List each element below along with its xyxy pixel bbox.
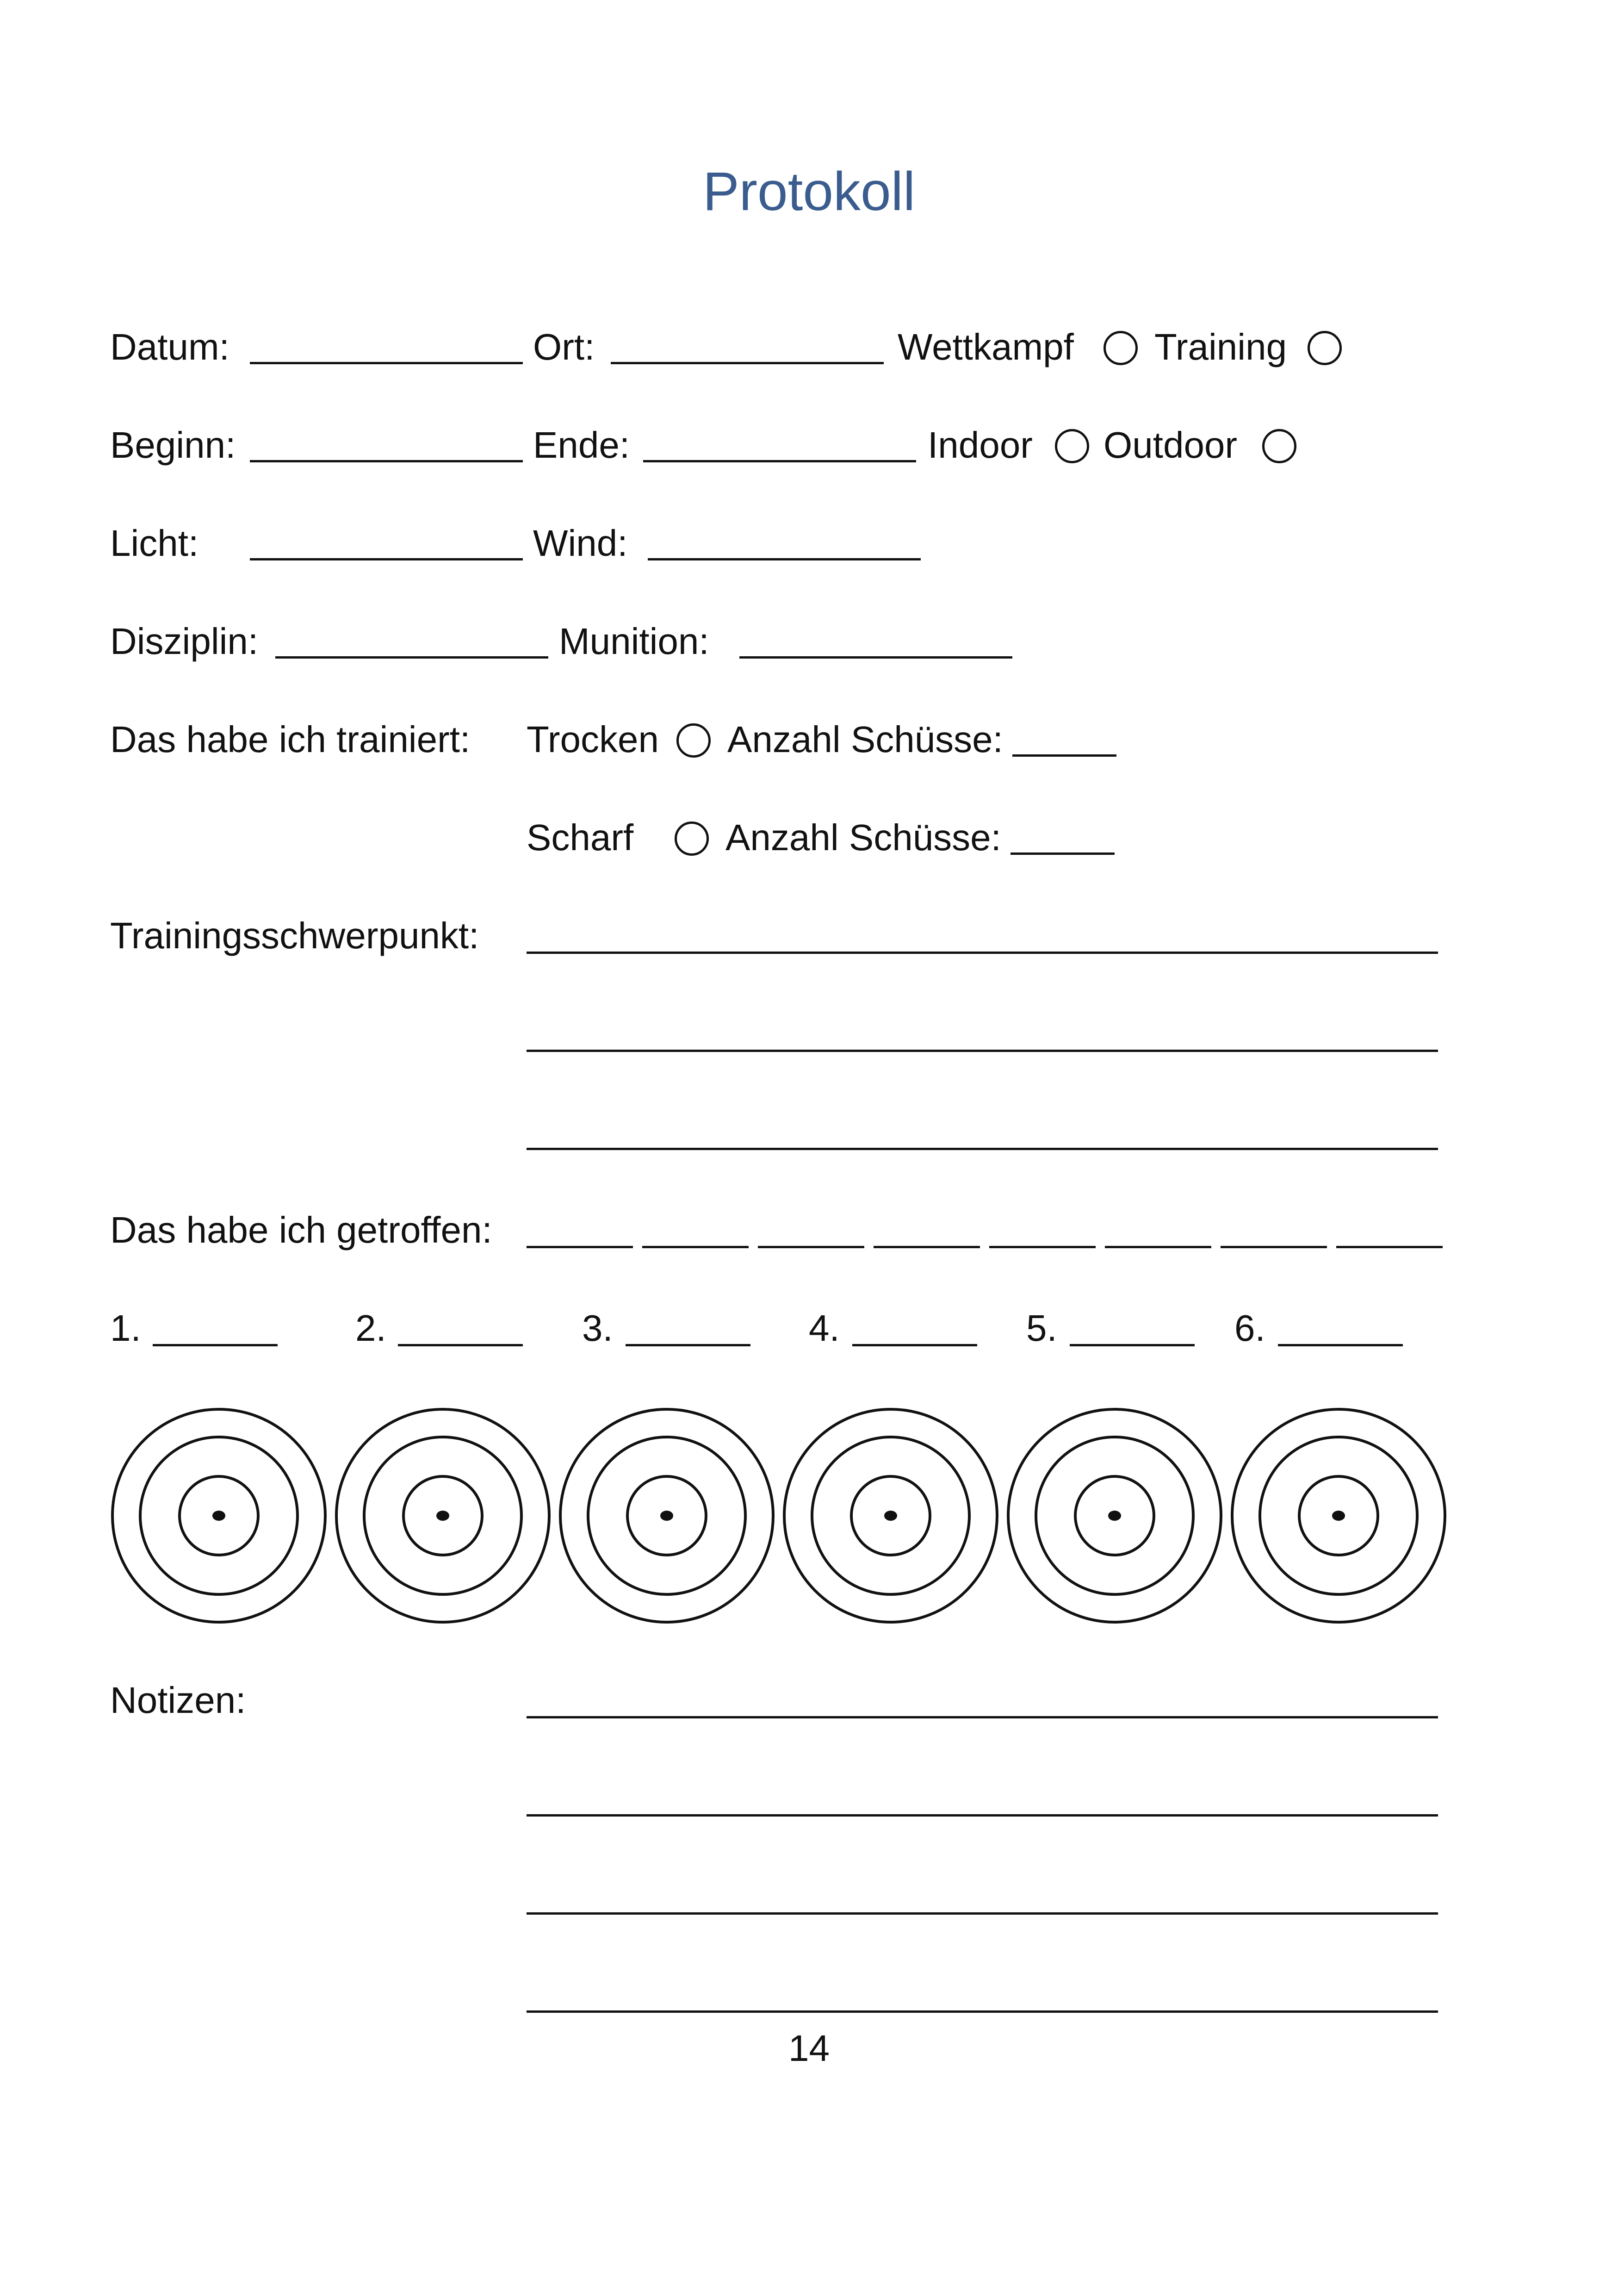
- scharf-radio[interactable]: [675, 821, 709, 856]
- trocken-anzahl-label: Anzahl Schüsse:: [727, 719, 1003, 760]
- indoor-label: Indoor: [928, 424, 1033, 466]
- disziplin-label: Disziplin:: [110, 621, 259, 662]
- notizen-line-1[interactable]: [527, 1716, 1438, 1718]
- notizen-line-2[interactable]: [527, 1814, 1438, 1817]
- target-3-icon[interactable]: [558, 1407, 775, 1624]
- getroffen-field-8[interactable]: [1336, 1246, 1443, 1248]
- number-1-label: 1.: [110, 1307, 141, 1349]
- getroffen-field-1[interactable]: [527, 1246, 633, 1248]
- number-5-label: 5.: [1026, 1307, 1057, 1349]
- notizen-line-4[interactable]: [527, 2010, 1438, 2013]
- indoor-radio[interactable]: [1055, 429, 1089, 463]
- trained-label: Das habe ich trainiert:: [110, 719, 471, 760]
- getroffen-field-4[interactable]: [874, 1246, 980, 1248]
- getroffen-field-5[interactable]: [989, 1246, 1096, 1248]
- number-3-label: 3.: [582, 1307, 613, 1349]
- trocken-anzahl-field[interactable]: [1012, 754, 1116, 757]
- number-6-label: 6.: [1234, 1307, 1265, 1349]
- outdoor-label: Outdoor: [1103, 424, 1238, 466]
- target-1-icon[interactable]: [110, 1407, 328, 1624]
- beginn-field[interactable]: [250, 460, 523, 462]
- munition-field[interactable]: [739, 656, 1012, 659]
- notizen-label: Notizen:: [110, 1680, 246, 1721]
- number-1-field[interactable]: [153, 1344, 278, 1346]
- getroffen-field-6[interactable]: [1105, 1246, 1211, 1248]
- target-2-icon[interactable]: [334, 1407, 552, 1624]
- ende-label: Ende:: [533, 424, 630, 466]
- outdoor-radio[interactable]: [1262, 429, 1296, 463]
- getroffen-field-2[interactable]: [642, 1246, 749, 1248]
- licht-label: Licht:: [110, 523, 199, 564]
- wettkampf-radio[interactable]: [1103, 331, 1138, 365]
- wind-field[interactable]: [648, 558, 921, 560]
- scharf-anzahl-label: Anzahl Schüsse:: [725, 817, 1001, 858]
- wettkampf-label: Wettkampf: [898, 326, 1074, 367]
- getroffen-field-7[interactable]: [1221, 1246, 1327, 1248]
- beginn-label: Beginn:: [110, 424, 236, 466]
- datum-label: Datum:: [110, 326, 229, 367]
- number-4-field[interactable]: [852, 1344, 977, 1346]
- schwerpunkt-line-1[interactable]: [527, 952, 1438, 954]
- ende-field[interactable]: [643, 460, 916, 462]
- page-title: Protokoll: [702, 161, 916, 222]
- target-4-icon[interactable]: [782, 1407, 999, 1624]
- datum-field[interactable]: [250, 362, 523, 364]
- ort-field[interactable]: [611, 362, 884, 364]
- notizen-line-3[interactable]: [527, 1912, 1438, 1915]
- wind-label: Wind:: [533, 523, 628, 564]
- number-5-field[interactable]: [1070, 1344, 1195, 1346]
- number-4-label: 4.: [809, 1307, 840, 1349]
- licht-field[interactable]: [250, 558, 523, 560]
- target-5-icon[interactable]: [1006, 1407, 1223, 1624]
- number-2-label: 2.: [355, 1307, 386, 1349]
- training-radio[interactable]: [1308, 331, 1342, 365]
- getroffen-label: Das habe ich getroffen:: [110, 1209, 492, 1251]
- ort-label: Ort:: [533, 326, 595, 367]
- page-number: 14: [788, 2028, 830, 2069]
- munition-label: Munition:: [559, 621, 709, 662]
- scharf-label: Scharf: [527, 817, 634, 858]
- scharf-anzahl-field[interactable]: [1010, 852, 1115, 855]
- trocken-radio[interactable]: [676, 723, 711, 758]
- number-2-field[interactable]: [398, 1344, 523, 1346]
- schwerpunkt-line-3[interactable]: [527, 1148, 1438, 1150]
- number-6-field[interactable]: [1278, 1344, 1403, 1346]
- target-6-icon[interactable]: [1230, 1407, 1447, 1624]
- training-label: Training: [1154, 326, 1287, 367]
- disziplin-field[interactable]: [275, 656, 548, 659]
- number-3-field[interactable]: [626, 1344, 750, 1346]
- schwerpunkt-label: Trainingsschwerpunkt:: [110, 915, 479, 956]
- trocken-label: Trocken: [527, 719, 659, 760]
- getroffen-field-3[interactable]: [758, 1246, 864, 1248]
- schwerpunkt-line-2[interactable]: [527, 1050, 1438, 1052]
